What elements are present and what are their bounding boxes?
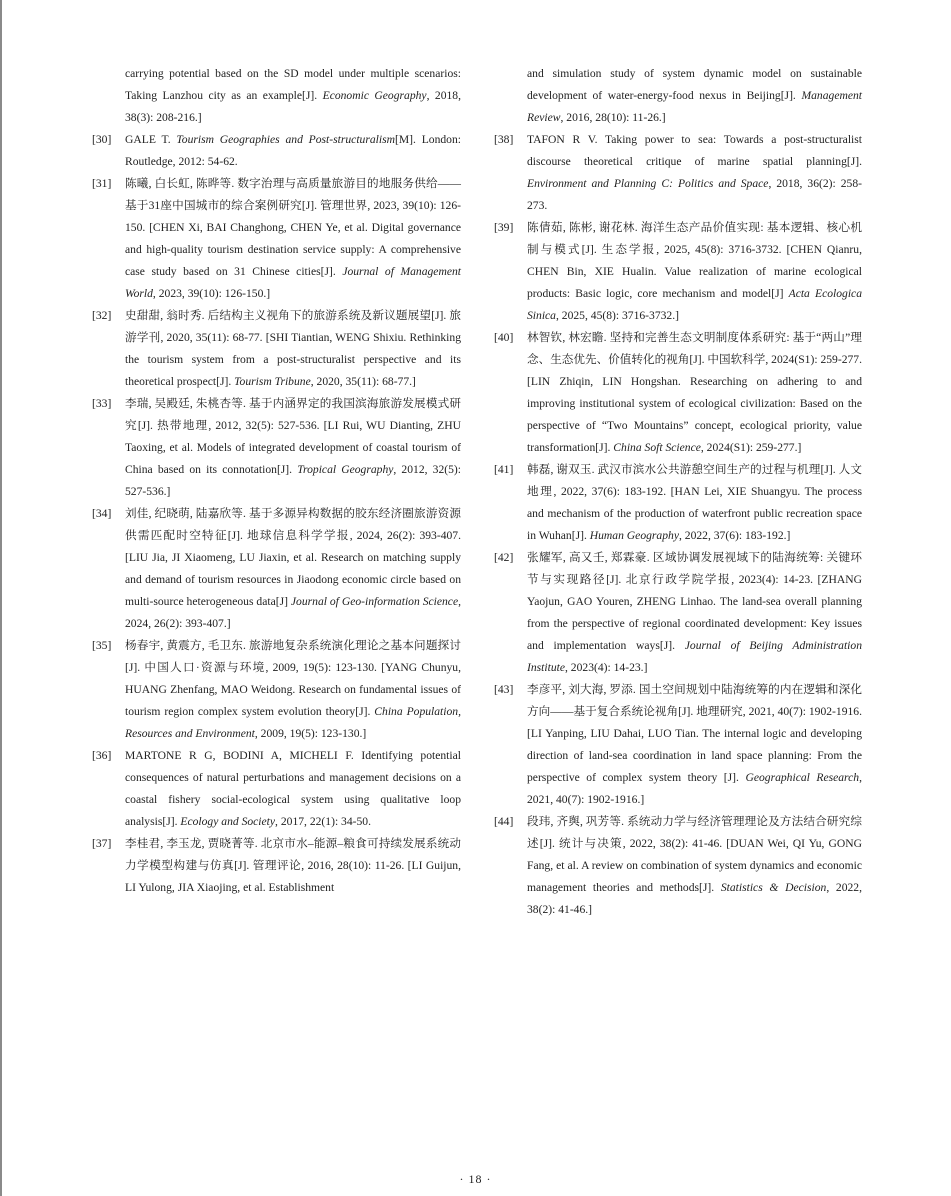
reference-segment: 史甜甜, 翁时秀. 后结构主义视角下的旅游系统及新议题展望[J]. 旅游学刊, 2020, 35(11): 68-77. [SHI Tiantian, WENG Shixiu. Rethinking the tourism system from a post-structuralist perspective and its theoretical prospect[J].: [125, 309, 461, 388]
reference-segment: 陈曦, 白长虹, 陈晔等. 数字治理与高质量旅游目的地服务供给——基于31座中国城市的综合案例研究[J]. 管理世界, 2023, 39(10): 126-150. [CHEN Xi, BAI Changhong, CHEN Ye, et al. Digital governance and high-quality tourism destination service supply: A comprehensive case study based on 31 Chinese cities[J].: [125, 177, 461, 278]
reference-text: [125, 173, 461, 305]
journal-title: Management Review: [527, 89, 862, 124]
reference-number: [35]: [92, 639, 112, 652]
reference-segment: 林智钦, 林宏瞻. 坚持和完善生态文明制度体系研究: 基于“两山”理念、生态优先、价值转化的视角[J]. 中国软科学, 2024(S1): 259-277. [LIN Zhiqin, LIN Hongshan. Researching on adhering to and improving institutional system of ecological civilization: Based on the perspective of “Two Mountains” concept, ecological priority, value transformation[J].: [527, 331, 862, 454]
reference-segment: , 2009, 19(5): 123-130.]: [254, 727, 367, 740]
reference-entry: [92, 503, 461, 635]
reference-segment: , 2024(S1): 259-277.]: [700, 441, 802, 454]
reference-segment: , 2022, 38(2): 41-46.]: [527, 881, 862, 916]
journal-title: Acta Ecologica Sinica: [527, 287, 862, 322]
reference-entry: [494, 547, 862, 679]
reference-number: [44]: [494, 815, 514, 828]
reference-text: [527, 811, 862, 921]
reference-segment: , 2016, 28(10): 11-26.]: [560, 111, 666, 124]
reference-text: [527, 129, 862, 217]
reference-text: [125, 63, 461, 129]
reference-number: [43]: [494, 683, 514, 696]
journal-title: Tourism Geographies and Post-structuralism: [176, 133, 395, 146]
reference-text: [125, 635, 461, 745]
reference-entry: [92, 635, 461, 745]
reference-entry-continued: [494, 63, 862, 129]
reference-text: [527, 547, 862, 679]
reference-segment: , 2024, 26(2): 393-407.]: [125, 595, 461, 630]
reference-number: [31]: [92, 177, 112, 190]
reference-segment: 李瑞, 吴殿廷, 朱桃杏等. 基于内涵界定的我国滨海旅游发展模式研究[J]. 热带地理, 2012, 32(5): 527-536. [LI Rui, WU Dianting, ZHU Taoxing, et al. Models of integrated development of coastal tourism of China based on its connotation[J].: [125, 397, 461, 476]
reference-segment: , 2023, 39(10): 126-150.]: [152, 287, 271, 300]
reference-number: [30]: [92, 133, 112, 146]
reference-entry: [494, 811, 862, 921]
journal-title: China Soft Science: [613, 441, 701, 454]
reference-segment: 段玮, 齐舆, 巩芳等. 系统动力学与经济管理理论及方法结合研究综述[J]. 统计与决策, 2022, 38(2): 41-46. [DUAN Wei, QI Yu, GONG Fang, et al. A review on combination of system dynamics and economic management theories and methods[J].: [527, 815, 862, 894]
journal-title: Tourism Tribune: [234, 375, 311, 388]
journal-title: Economic Geography: [322, 89, 427, 102]
reference-segment: , 2022, 37(6): 183-192.]: [678, 529, 791, 542]
journal-title: Environment and Planning C: Politics and Space: [527, 177, 769, 190]
reference-segment: , 2017, 22(1): 34-50.: [275, 815, 372, 828]
reference-entry: [92, 745, 461, 833]
reference-number: [37]: [92, 837, 112, 850]
journal-title: Tropical Geography: [297, 463, 394, 476]
reference-segment: GALE T.: [125, 133, 177, 146]
reference-number: [39]: [494, 221, 514, 234]
page-edge: [0, 0, 2, 1196]
reference-number: [38]: [494, 133, 514, 146]
reference-segment: , 2020, 35(11): 68-77.]: [310, 375, 416, 388]
reference-segment: , 2021, 40(7): 1902-1916.]: [527, 771, 862, 806]
reference-number: [41]: [494, 463, 514, 476]
reference-text: [527, 459, 862, 547]
reference-number: [36]: [92, 749, 112, 762]
journal-title: Statistics & Decision: [720, 881, 827, 894]
reference-text: [125, 503, 461, 635]
reference-text: [125, 833, 461, 899]
reference-text: [125, 129, 461, 173]
reference-segment: , 2023(4): 14-23.]: [565, 661, 648, 674]
reference-number: [33]: [92, 397, 112, 410]
reference-segment: 陈倩茹, 陈彬, 谢花林. 海洋生态产品价值实现: 基本逻辑、核心机制与模式[J]. 生态学报, 2025, 45(8): 3716-3732. [CHEN Qianru, CHEN Bin, XIE Hualin. Value realization of marine ecological products: Basic logic, core mechanism and model[J]: [527, 221, 862, 300]
reference-column-right: [494, 63, 862, 921]
reference-segment: 杨春宇, 黄震方, 毛卫东. 旅游地复杂系统演化理论之基本问题探讨[J]. 中国人口·资源与环境, 2009, 19(5): 123-130. [YANG Chunyu, HUANG Zhenfang, MAO Weidong. Research on fundamental issues of tourism region complex system evolution theory[J].: [125, 639, 461, 718]
reference-text: [125, 393, 461, 503]
reference-entry: [92, 129, 461, 173]
reference-segment: 刘佳, 纪晓萌, 陆嘉欣等. 基于多源异构数据的胶东经济圈旅游资源供需匹配时空特征[J]. 地球信息科学学报, 2024, 26(2): 393-407. [LIU Jia, JI Xiaomeng, LU Jiaxin, et al. Research on matching supply and demand of tourism resources in Jiaodong economic circle based on multi-source heterogeneous data[J]: [125, 507, 461, 608]
reference-segment: 李彦平, 刘大海, 罗添. 国土空间规划中陆海统筹的内在逻辑和深化方向——基于复合系统论视角[J]. 地理研究, 2021, 40(7): 1902-1916. [LI Yanping, LIU Dahai, LUO Tian. The internal logic and developing direction of land-sea coordination in land space planning: From the perspective of complex system theory [J].: [527, 683, 862, 784]
reference-text: [527, 679, 862, 811]
reference-entry: [494, 217, 862, 327]
reference-text: [527, 63, 862, 129]
reference-segment: , 2018, 36(2): 258-273.: [527, 177, 862, 212]
reference-segment: TAFON R V. Taking power to sea: Towards a post-structuralist discourse theoretical critique of marine spatial planning[J].: [527, 133, 862, 168]
reference-segment: MARTONE R G, BODINI A, MICHELI F. Identifying potential consequences of natural perturbations and management decisions on a coastal fishery social-ecological system using qualitative loop analysis[J].: [125, 749, 461, 828]
reference-entry: [92, 393, 461, 503]
reference-segment: 李桂君, 李玉龙, 贾晓菁等. 北京市水–能源–粮食可持续发展系统动力学模型构建与仿真[J]. 管理评论, 2016, 28(10): 11-26. [LI Guijun, LI Yulong, JIA Xiaojing, et al. Establishment: [125, 837, 461, 894]
reference-entry: [92, 833, 461, 899]
journal-title: Journal of Management World: [125, 265, 461, 300]
reference-entry: [92, 173, 461, 305]
reference-entry: [494, 679, 862, 811]
reference-entry: [494, 459, 862, 547]
reference-text: [527, 217, 862, 327]
reference-segment: , 2025, 45(8): 3716-3732.]: [555, 309, 679, 322]
reference-entry-continued: [92, 63, 461, 129]
reference-number: [32]: [92, 309, 112, 322]
reference-column-left: [92, 63, 461, 899]
reference-text: [527, 327, 862, 459]
journal-title: Human Geography: [589, 529, 679, 542]
journal-title: Ecology and Society: [180, 815, 276, 828]
reference-segment: , 2018, 38(3): 208-216.]: [125, 89, 461, 124]
reference-number: [42]: [494, 551, 514, 564]
reference-entry: [494, 327, 862, 459]
reference-text: [125, 745, 461, 833]
reference-segment: 张耀军, 高又壬, 郑霖豪. 区域协调发展视域下的陆海统筹: 关键环节与实现路径[J]. 北京行政学院学报, 2023(4): 14-23. [ZHANG Yaojun, GAO Youren, ZHENG Linhao. The land-sea overall planning from the perspective of regional coordinated development: Key issues and implementation ways[J].: [527, 551, 862, 652]
reference-number: [40]: [494, 331, 514, 344]
reference-text: [125, 305, 461, 393]
journal-title: Journal of Beijing Administration Institute: [527, 639, 862, 674]
reference-entry: [494, 129, 862, 217]
reference-segment: , 2012, 32(5): 527-536.]: [125, 463, 461, 498]
journal-title: Journal of Geo-information Science: [290, 595, 459, 608]
reference-segment: 韩磊, 谢双玉. 武汉市滨水公共游憩空间生产的过程与机理[J]. 人文地理, 2022, 37(6): 183-192. [HAN Lei, XIE Shuangyu. The process and mechanism of the production of waterfront public recreation space in Wuhan[J].: [527, 463, 862, 542]
page-number: · 18 ·: [459, 1172, 492, 1186]
reference-entry: [92, 305, 461, 393]
reference-number: [34]: [92, 507, 112, 520]
reference-segment: and simulation study of system dynamic model on sustainable development of water-energy-food nexus in Beijing[J].: [527, 67, 862, 102]
reference-segment: carrying potential based on the SD model under multiple scenarios: Taking Lanzhou city as an example[J].: [125, 67, 461, 102]
journal-title: Geographical Research: [745, 771, 860, 784]
reference-segment: [M]. London: Routledge, 2012: 54-62.: [125, 133, 461, 168]
journal-title: China Population, Resources and Environment: [125, 705, 461, 740]
